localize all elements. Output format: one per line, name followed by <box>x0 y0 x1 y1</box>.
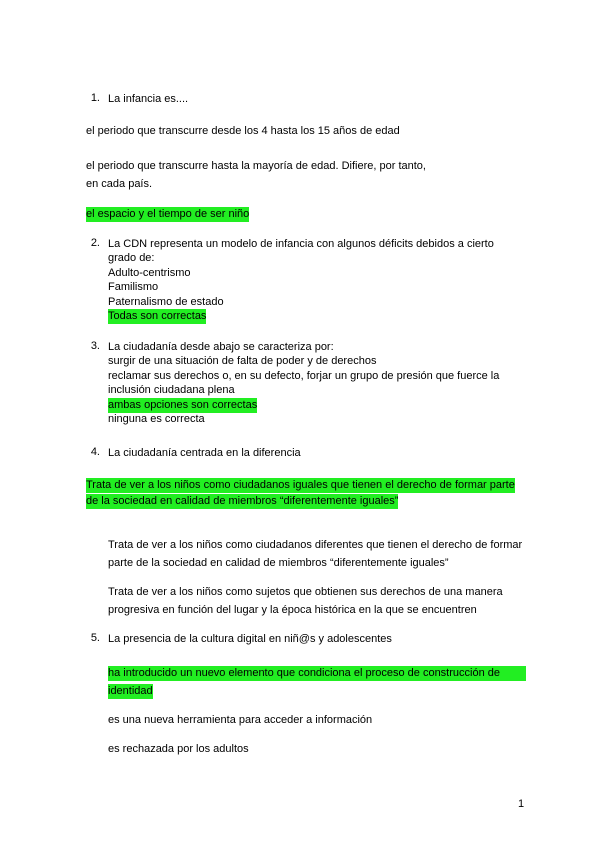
q4-question: La ciudadanía centrada en la diferencia <box>108 447 301 459</box>
page-number: 1 <box>518 798 525 810</box>
q4-option-c-line1: Trata de ver a los niños como sujetos que obtienen sus derechos de una manera <box>108 586 503 598</box>
q5-option-b: es una nueva herramienta para acceder a información <box>108 714 373 726</box>
q3-option-b-line1: reclamar sus derechos o, en su defecto, forjar un grupo de presión que fuerce la <box>108 370 500 382</box>
q4-option-a-line2-correct: de la sociedad en calidad de miembros “diferentemente iguales” <box>86 495 399 507</box>
q2-option-a: Adulto-centrismo <box>108 267 191 279</box>
q2-question-line1: La CDN representa un modelo de infancia con algunos déficits debidos a cierto <box>108 238 494 250</box>
q1-option-b-line1: el periodo que transcurre hasta la mayoría de edad. Difiere, por tanto, <box>86 160 426 172</box>
q2-option-c: Paternalismo de estado <box>108 296 224 308</box>
q2-option-d-correct: Todas son correctas <box>108 310 207 322</box>
q5-number: 5. <box>90 632 100 644</box>
q2-question-line2: grado de: <box>108 252 155 264</box>
q3-option-b-line2: inclusión ciudadana plena <box>108 384 235 396</box>
q1-option-a: el periodo que transcurre desde los 4 hasta los 15 años de edad <box>86 125 400 137</box>
q3-question: La ciudadanía desde abajo se caracteriza por: <box>108 341 334 353</box>
q4-option-c-line2: progresiva en función del lugar y la época histórica en la que se encuentren <box>108 604 477 616</box>
q4-option-a-line1-correct: Trata de ver a los niños como ciudadanos iguales que tienen el derecho de formar parte <box>86 479 515 491</box>
q4-number: 4. <box>90 446 100 458</box>
q2-number: 2. <box>90 237 100 249</box>
q1-option-c-correct: el espacio y el tiempo de ser niño <box>86 208 250 220</box>
q3-number: 3. <box>90 340 100 352</box>
q1-number: 1. <box>90 92 100 104</box>
q1-option-b-line2: en cada país. <box>86 178 153 190</box>
q3-option-c-correct: ambas opciones son correctas <box>108 399 258 411</box>
q4-option-b-line2: parte de la sociedad en calidad de miembros “diferentemente iguales” <box>108 557 449 569</box>
q1-question: La infancia es.... <box>108 93 189 105</box>
q5-option-a-line2-correct: identidad <box>108 685 153 697</box>
q3-option-d: ninguna es correcta <box>108 413 205 425</box>
q5-option-c: es rechazada por los adultos <box>108 743 249 755</box>
q5-question: La presencia de la cultura digital en niñ@s y adolescentes <box>108 633 392 645</box>
q2-option-b: Familismo <box>108 281 159 293</box>
q4-option-b-line1: Trata de ver a los niños como ciudadanos diferentes que tienen el derecho de formar <box>108 539 523 551</box>
q5-option-a-line1-correct: ha introducido un nuevo elemento que condiciona el proceso de construcción de <box>108 666 526 681</box>
q3-option-a: surgir de una situación de falta de poder y de derechos <box>108 355 377 367</box>
